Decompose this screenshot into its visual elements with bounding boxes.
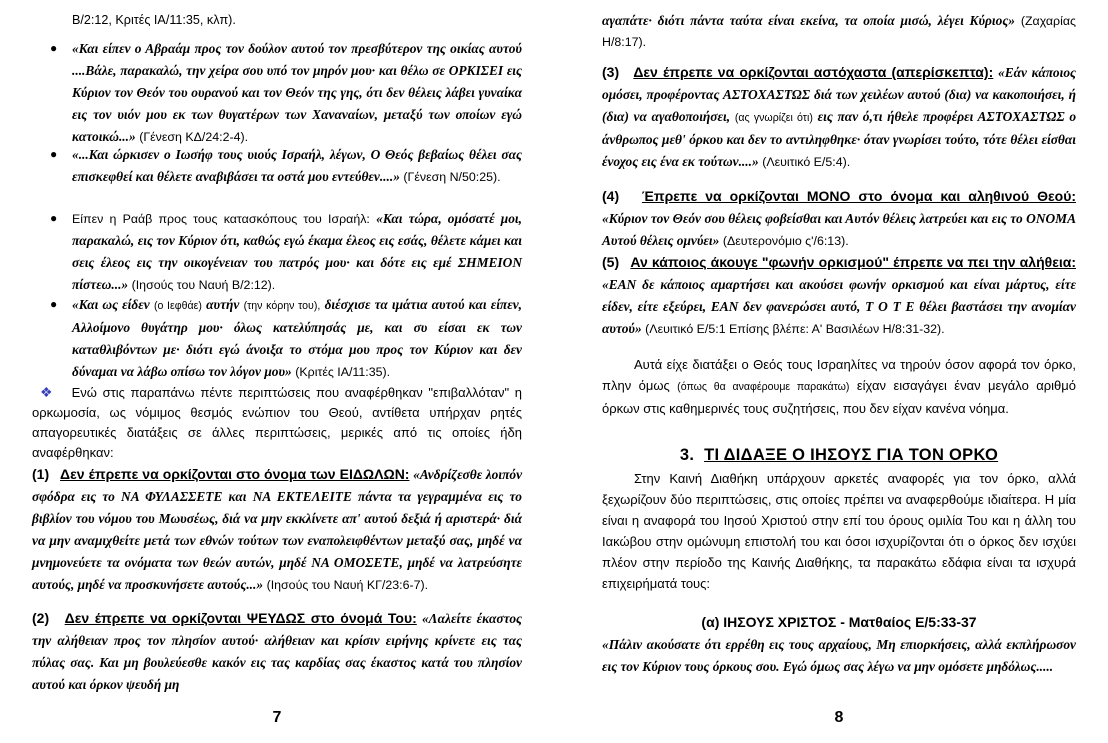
bullet-icon: ●: [50, 297, 58, 311]
right-page: [602, 0, 1076, 743]
intro-paragraph: ❖ Ενώ στις παραπάνω πέντε περιπτώσεις που αναφέρθηκαν "επιβαλλόταν" η ορκωμοσία, ως νόμιμος θεσμός ενώπιον του Θεού, αντίθετα υπήρχαν ρητές απαγορευτικές διατάξεις σε άλλες περιπτώσεις, μερικές από τις οποίες ήδη αναφέρθηκαν:: [32, 384, 522, 460]
item-5: (5) Αν κάποιος άκουγε "φωνήν ορκισμού" έπρεπε να πει την αλήθεια: «ΕΑΝ δε κάποιος αμαρτήσει και ακούσει φωνήν ορκισμού και είναι μάρτυς, είτε είδεν, είτε εξεύρει, ΕΑΝ δεν φανερώσει αυτό, Τ Ο Τ Ε θέλει βαστάσει την ανομίαν αυτού» (Λευιτικό Ε/5:1 Επίσης βλέπε: Α' Βασιλέων Η/8:31-32).: [602, 254, 1076, 336]
bullet-icon: ●: [50, 211, 58, 225]
ref-line: Β/2:12, Κριτές ΙΑ/11:35, κλπ).: [72, 13, 236, 27]
diamond-bullet-icon: ❖: [40, 384, 55, 400]
item-4: (4) Έπρεπε να ορκίζονται ΜΟΝΟ στο όνομα και αληθινού Θεού: «Κύριον τον Θεόν σου θέλεις φοβείσθαι και Αυτόν θέλεις λατρεύει και εις το ΟΝΟΜΑ Αυτού θέλεις ομνύει» (Δευτερονόμιο ς'/6:13).: [602, 188, 1077, 248]
bullet-jephthah: ● «Και ως είδεν (ο Ιεφθάε) αυτήν (την κόρην του), διέσχισε τα ιμάτια αυτού και είπεν, Αλλοίμονο θυγάτηρ μου· όλως κατελύπησάς με, και συ είσαι εκ των καταθλιβόντων με· διότι εγώ άνοιξα το στόμα μου προς τον Κύριον και δεν δύναμαι να λάβω οπίσω τον λόγον μου» (Κριτές ΙΑ/11:35).: [32, 294, 522, 383]
bullet-icon: ●: [50, 147, 58, 161]
item-2: (2) Δεν έπρεπε να ορκίζονται ΨΕΥΔΩΣ στο όνομά Του: «Λαλείτε έκαστος την αλήθειαν προς τον πλησίον αυτού· αλήθειαν και κρίσιν ειρήνης κρίνετε εις τας πύλας σας. Και μη βουλεύεσθε κακόν εις τας καρδίας σας έκαστος κατά του πλησίον αυτού και όρκον ψευδή μη: [32, 610, 523, 692]
bullet-icon: ●: [50, 41, 58, 55]
final-quote: «Πάλιν ακούσατε ότι ερρέθη εις τους αρχαίους, Μη επιορκήσεις, αλλά εκπλήρωσον εις τον Κύριον τους όρκους σου. Εγώ όμως σας λέγω να μην ομόσετε μηδόλως.....: [602, 637, 1076, 674]
item-3: (3) Δεν έπρεπε να ορκίζονται αστόχαστα (απερίσκεπτα): «Εάν κάποιος ομόσει, προφέροντας ΑΣΤΟΧΑΣΤΩΣ διά των χειλέων αυτού (δια) να κακοποιήσει, ή (δια) να αγαθοποιήσει, (ας γνωρίζει ότι) εις παν ό,τι ήθελε προφέρει ΑΣΤΟΧΑΣΤΩΣ ο άνθρωπος μεθ' όρκου και δεν το αντιληφθηκε· όταν γνωρίσει τούτο, τότε θέλει είσθαι ένοχος εις ένα εκ τούτων....» (Λευιτικό Ε/5:4).: [602, 64, 1077, 169]
continued-quote: αγαπάτε· διότι πάντα ταύτα είναι εκείνα, τα οποία μισώ, λέγει Κύριος» (Ζαχαρίας Η/8:17).: [602, 13, 1076, 49]
page-number: 8: [834, 709, 844, 726]
item-1: (1) Δεν έπρεπε να ορκίζονται στο όνομα των ΕΙΔΩΛΩΝ: «Ανδρίζεσθε λοιπόν σφόδρα εις το ΝΑ ΦΥΛΑΣΣΕΤΕ και ΝΑ ΕΚΤΕΛΕΙΤΕ πάντα τα γεγραμμένα εις το βιβλίον του νόμου του Μωυσέως, διά να μην εκκλίνετε απ' αυτού δεξιά ή αριστερά· διά να μην αναμιχθείτε μετά των εθνών τούτων των εναπολειφθέντων μεταξύ σας, μηδέ να μνημονεύετε τα ονόματα των θεών αυτών, μηδέ ΝΑ ΟΜΟΣΕΤΕ, μηδέ να λατρεύσητε αυτούς, μηδέ να προσκυνήσετε αυτούς...» (Ιησούς του Ναυή ΚΓ/23:6-7).: [32, 466, 523, 592]
bullet-joseph: ● «...Και ώρκισεν ο Ιωσήφ τους υιούς Ισραήλ, λέγων, Ο Θεός βεβαίως θέλει σας επισκεφθεί και θέλετε αναβιβάσει τα οστά μου εντεύθεν....» (Γένεση Ν/50:25).: [32, 144, 522, 188]
paragraph-b: Στην Καινή Διαθήκη υπάρχουν αρκετές αναφορές για τον όρκο, αλλά ξεχωρίζουν δύο περιπτώσεις, στις οποίες πρέπει να αναφερθούμε ιδιαίτερα. Η μία είναι η αναφορά του Ιησού Χριστού στην επί του όρους ομιλία Του και η άλλη του Ιακώβου στην ομώνυμη επιστολή του και όσοι ισχυρίζονται ότι ο όρκος δεν ισχύει πλέον στην περίοδο της Καινής Διαθήκης, τα παρακάτω εδάφια είναι τα ισχυρά επιχειρήματά τους:: [602, 471, 1076, 591]
subheading-a: (α) ΙΗΣΟΥΣ ΧΡΙΣΤΟΣ - Ματθαίος Ε/5:33-37: [701, 614, 977, 630]
paragraph-a: Αυτά είχε διατάξει ο Θεός τους Ισραηλίτες να τηρούν όσον αφορά τον όρκο, πλην όμως (όπως θα αναφέρουμε παρακάτω) είχαν εισαγάγει έναν μεγάλο αριθμό όρκων στις καθημερινές τους συζητήσεις, που δεν είχαν κανένα νόημα.: [602, 357, 1076, 416]
page-number: 7: [272, 709, 282, 726]
left-page: [32, 0, 522, 743]
bullet-abraham: ● «Και είπεν ο Αβραάμ προς τον δούλον αυτού τον πρεσβύτερον της οικίας αυτού ....Βάλε, παρακαλώ, την χείρα σου υπό τον μηρόν μου· και θέλω σε ΟΡΚΙΣΕΙ εις Κύριον τον Θεόν του ουρανού και τον Θεόν της γης, ότι δεν θέλεις λάβει γυναίκα εις τον υιόν μου εκ των θυγατέρων των Χαναναίων, μεταξύ των οποίων εγώ κατοικώ...» (Γένεση ΚΔ/24:2-4).: [32, 38, 522, 148]
section-heading: 3. ΤΙ ΔΙΔΑΞΕ Ο ΙΗΣΟΥΣ ΓΙΑ ΤΟΝ ΟΡΚΟ: [679, 446, 999, 464]
bullet-rahab: ● Είπεν η Ραάβ προς τους κατασκόπους του Ισραήλ: «Και τώρα, ομόσατέ μοι, παρακαλώ, εις τον Κύριον ότι, καθώς εγώ έκαμα έλεος εις εσάς, θέλετε κάμει και σεις έλεος εις την οικογένειαν του πατρός μου· και δότε εις εμέ ΣΗΜΕΙΟΝ πίστεω...» (Ιησούς του Ναυή Β/2:12).: [32, 208, 522, 296]
